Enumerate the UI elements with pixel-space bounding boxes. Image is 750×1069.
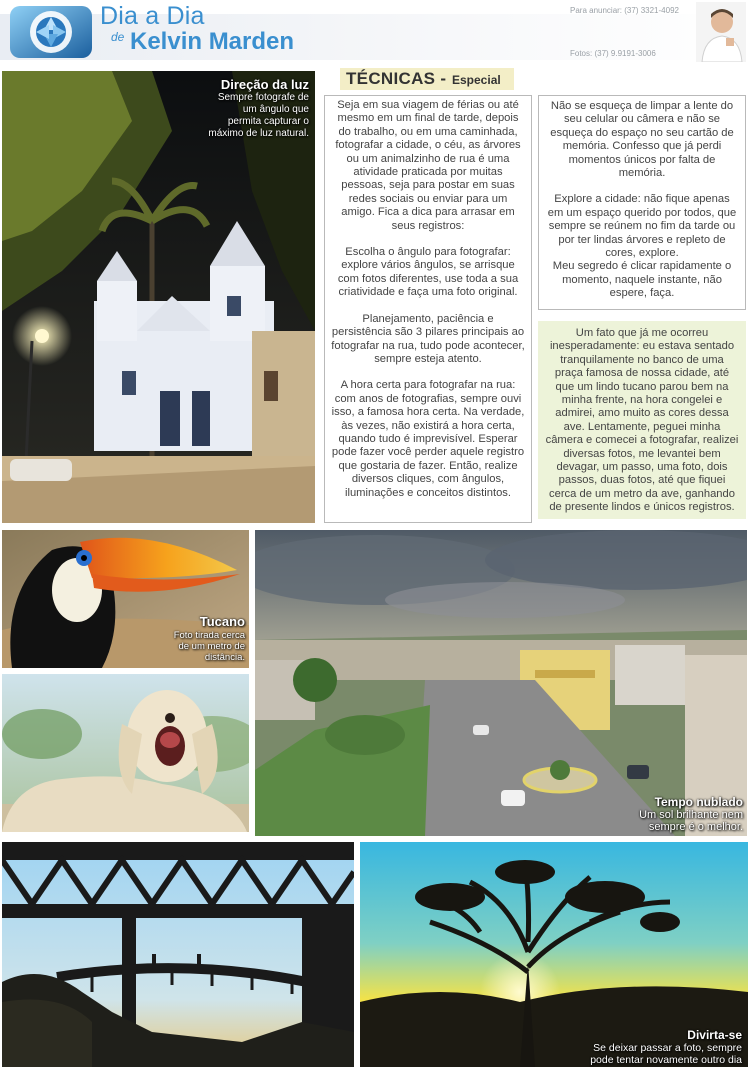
- brand-name: Kelvin Marden: [130, 28, 295, 55]
- article-paragraph: Explore a cidade: não fique apenas em um espaço querido por todos, que sempre se reúnem no fim da tarde ou por ter lindas árvores e repleto de cores, explore.: [547, 193, 737, 260]
- article-col1-text: [331, 99, 525, 500]
- article-paragraph: Não se esqueça de limpar a lente do seu celular ou câmera e não se esqueça do espaço no seu cartão de memória. Confesso que já perdi momentos únicos por falta de memória.: [550, 100, 734, 180]
- section-title-sub: Especial: [452, 73, 501, 87]
- city-caption-text: [639, 809, 743, 833]
- church-caption-text: [208, 92, 309, 140]
- church-caption-line: Sempre fotografe de: [217, 92, 309, 103]
- church-night-photo: [2, 71, 315, 523]
- tree-sunset-photo: [360, 842, 748, 1067]
- article-paragraph: Escolha o ângulo para fotografar: explore vários ângulos, se arrisque com fotos diferentes, use toda a sua criatividade e faça uma foto original.: [337, 246, 519, 299]
- brand-de: de: [111, 30, 125, 44]
- toucan-caption-text: [174, 630, 245, 663]
- article-column-2: [538, 95, 746, 310]
- anecdote-text: Um fato que já me ocorreu inesperadamente: eu estava sentado tranquilamente no banco de uma praça famosa de nossa cidade, até que um lindo tucano parou bem na minha frente, na hora congelei e admirei, amo muito as cores dessa ave. Lentamente, peguei minha câmera e comecei a fotografar, realizei diversas fotos, me levantei bem devagar, um passo, uma foto, dois passos, duas fotos, até que fiquei cerca de um metro da ave, ganhando de presente lindos e únicos registros.: [545, 327, 739, 514]
- article-column-1: [324, 95, 532, 523]
- article-paragraph: Meu segredo é clicar rapidamente o momento, naquele instante, não espere, faça.: [552, 260, 732, 300]
- article-col2-text: [545, 100, 739, 301]
- article-paragraph: Planejamento, paciência e persistência são 3 pilares principais ao fotografar na rua, tudo pode acontecer, sempre esteja atento.: [331, 312, 525, 365]
- church-caption-line: máximo de luz natural.: [208, 128, 309, 139]
- bridge-silhouette-photo: [2, 842, 354, 1067]
- church-caption-title: Direção da luz: [220, 77, 309, 92]
- church-caption-line: um ângulo que: [242, 104, 309, 115]
- city-aerial-photo: [255, 530, 747, 836]
- tree-caption-text: [590, 1042, 742, 1066]
- article-paragraph: A hora certa para fotografar na rua: com anos de fotografias, sempre ouvi isso, a famosa hora certa. Na verdade, às vezes, não existirá a hora certa, quando tudo é imprevisível. Esperar pode fazer você perder aquele registro que gostaria de fazer. Então, realize diversos cliques, com ângulos, iluminações e conceitos distintos.: [331, 379, 525, 499]
- brand-title: Dia a Dia: [100, 2, 205, 30]
- city-caption-title: Tempo nublado: [654, 795, 743, 809]
- section-title-main: TÉCNICAS -: [346, 69, 447, 88]
- toucan-caption-line: de um metro de: [178, 641, 245, 652]
- toucan-caption-line: distância.: [204, 652, 245, 663]
- contact-photos: Fotos: (37) 9.9191-3006: [570, 49, 656, 58]
- section-title: [340, 68, 514, 90]
- toucan-caption-title: Tucano: [199, 614, 245, 629]
- camera-aperture-logo-icon: [8, 4, 94, 60]
- article-paragraph: Seja em sua viagem de férias ou até mesmo em um final de tarde, depois do trabalho, ou em uma caminhada, fotografar a cidade, o céu, as árvores ou um animalzinho de rua é uma atividade praticada por muitas pessoas, seja para postar em suas redes sociais ou enviar para um amigo. Fica a dica para arrasar em seus registros:: [335, 99, 521, 232]
- tree-caption-title: Divirta-se: [687, 1028, 742, 1042]
- toucan-caption-line: Foto tirada cerca: [173, 630, 245, 641]
- toucan-photo: [2, 530, 249, 668]
- anecdote-box: [538, 321, 746, 519]
- church-caption-line: permita capturar o: [227, 116, 309, 127]
- author-portrait-icon: [696, 2, 746, 62]
- city-caption-line: Um sol brilhante nem: [639, 809, 743, 821]
- city-caption-line: sempre é o melhor.: [648, 821, 743, 833]
- contact-ads: Para anunciar: (37) 3321-4092: [570, 6, 679, 15]
- dog-photo: [2, 674, 249, 832]
- tree-caption-line: Se deixar passar a foto, sempre: [593, 1042, 742, 1054]
- tree-caption-line: pode tentar novamente outro dia: [590, 1054, 742, 1066]
